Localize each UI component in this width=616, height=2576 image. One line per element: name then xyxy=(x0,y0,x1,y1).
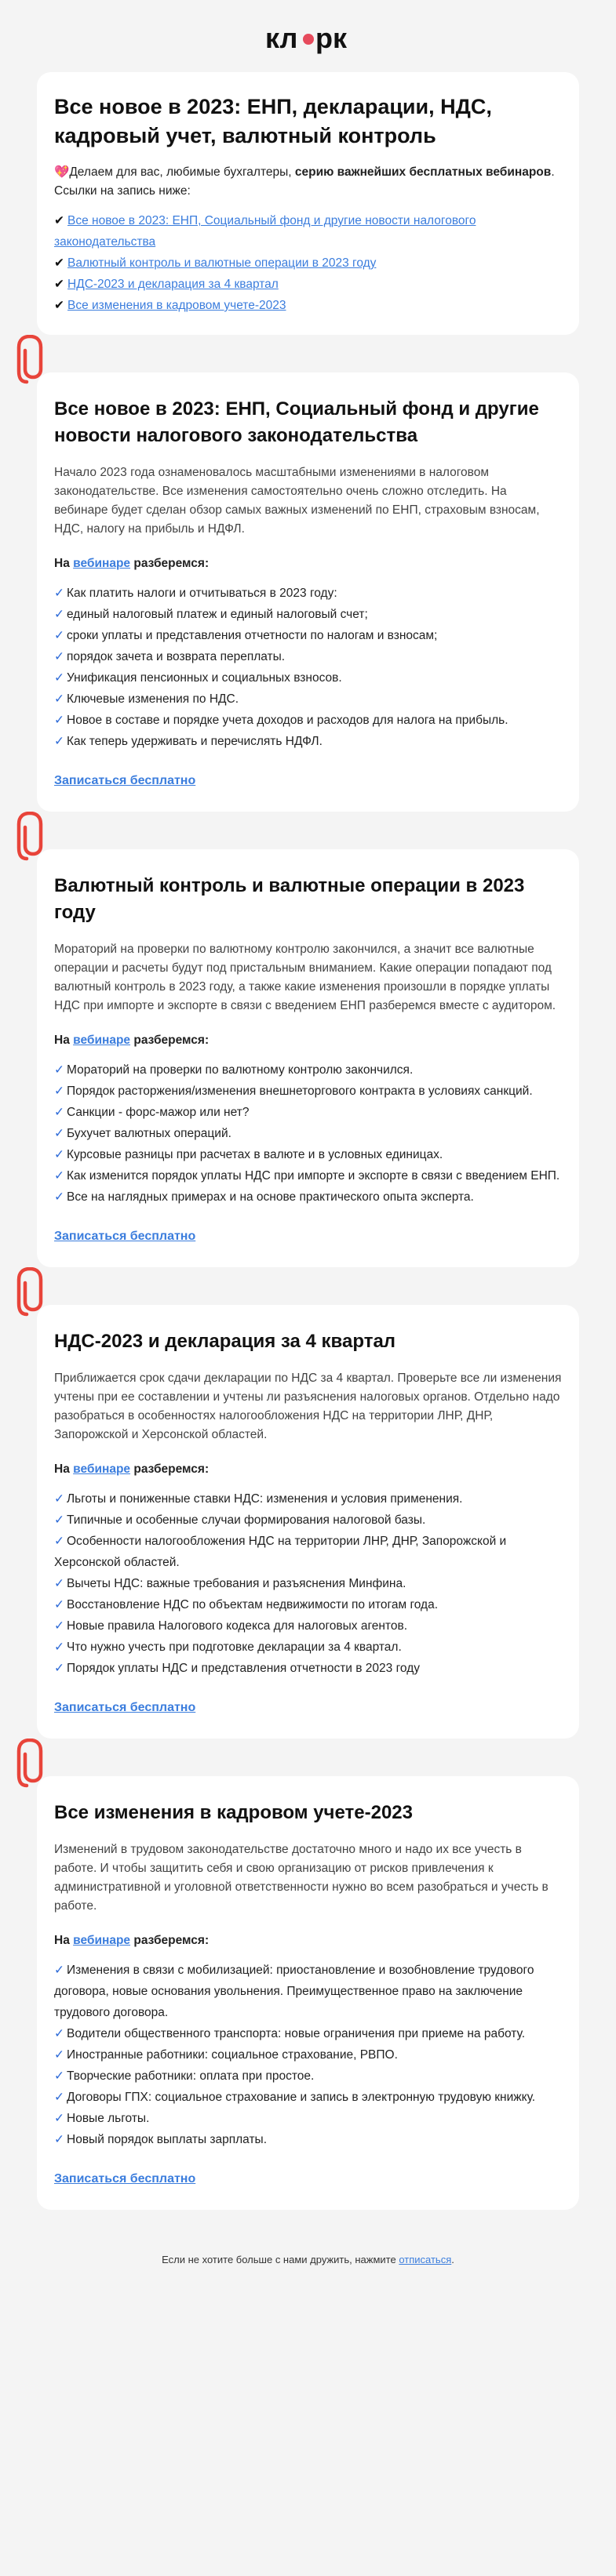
point-item xyxy=(54,1123,562,1144)
point-text: Водители общественного транспорта: новые ограничения при приеме на работу. xyxy=(67,2027,526,2040)
webinar-subhead xyxy=(54,1460,562,1479)
intro-title: Все новое в 2023: ЕНП, декларации, НДС, кадровый учет, валютный контроль xyxy=(54,95,492,147)
webinar-card-wrap xyxy=(0,1267,616,1739)
point-item xyxy=(54,731,562,752)
point-text: Льготы и пониженные ставки НДС: изменения и условия применения. xyxy=(67,1492,463,1506)
point-text: Восстановление НДС по объектам недвижимости по итогам года. xyxy=(67,1598,439,1611)
check-icon: ✓ xyxy=(54,1492,64,1506)
heart-icon: 💖 xyxy=(54,165,70,179)
point-text: Как теперь удерживать и перечислять НДФЛ. xyxy=(67,735,323,748)
subhead-suffix: разберемся: xyxy=(130,557,210,570)
webinar-title: НДС-2023 и декларация за 4 квартал xyxy=(54,1331,396,1352)
webinar-title: Все новое в 2023: ЕНП, Социальный фонд и другие новости налогового законодательства xyxy=(54,398,539,446)
check-icon: ✓ xyxy=(54,1106,64,1119)
webinar-subhead xyxy=(54,1931,562,1950)
register-button[interactable]: Записаться бесплатно xyxy=(54,1230,196,1243)
subhead-prefix: На xyxy=(54,1934,74,1947)
point-item xyxy=(54,604,562,625)
check-icon: ✓ xyxy=(54,1577,64,1590)
footer-text: Если не хотите больше с нами дружить, нажмите xyxy=(162,2254,399,2265)
intro-lead-tail: . Ссылки на запись ниже: xyxy=(54,165,555,198)
subhead-suffix: разберемся: xyxy=(130,1034,210,1047)
point-text: Ключевые изменения по НДС. xyxy=(67,692,239,706)
paperclip-icon xyxy=(16,335,50,391)
webinar-card xyxy=(37,372,579,812)
check-icon: ✔ xyxy=(54,214,64,227)
point-text: Новые льготы. xyxy=(67,2112,150,2125)
webinar-subhead xyxy=(54,1031,562,1050)
check-icon: ✓ xyxy=(54,1148,64,1161)
webinar-link[interactable]: вебинаре xyxy=(73,1034,131,1047)
point-item xyxy=(54,1573,562,1594)
point-text: Как изменится порядок уплаты НДС при импорте и экспорте в связи с введением ЕНП. xyxy=(67,1169,560,1183)
point-text: Вычеты НДС: важные требования и разъяснения Минфина. xyxy=(67,1577,406,1590)
check-icon: ✓ xyxy=(54,587,64,600)
point-text: порядок зачета и возврата переплаты. xyxy=(67,650,286,663)
point-item xyxy=(54,1594,562,1615)
webinar-description: Приближается срок сдачи декларации по НДС за 4 квартал. Проверьте все ли изменения учтены при ее составлении и учтены ли разъяснения налоговых органов. Отдельно надо разобраться в особенностях налогообложения НДС на территории ЛНР, ДНР, Запорожской и Херсонской областей. xyxy=(54,1372,562,1441)
webinar-link[interactable]: вебинаре xyxy=(73,1462,131,1476)
intro-lead-bold: серию важнейших бесплатных вебинаров xyxy=(294,165,552,179)
subhead-prefix: На xyxy=(54,1034,74,1047)
subhead-prefix: На xyxy=(54,1462,74,1476)
webinar-points xyxy=(54,1488,562,1679)
paperclip-icon xyxy=(16,1267,50,1323)
check-icon: ✓ xyxy=(54,2069,64,2083)
subhead-suffix: разберемся: xyxy=(130,1462,210,1476)
check-icon: ✓ xyxy=(54,1964,64,1977)
footer xyxy=(0,2254,616,2265)
point-text: Бухучет валютных операций. xyxy=(67,1127,231,1140)
webinar-list xyxy=(0,335,616,2210)
point-item xyxy=(54,1637,562,1658)
point-text: Иностранные работники: социальное страхование, РВПО. xyxy=(67,2048,398,2062)
check-icon: ✓ xyxy=(54,2091,64,2104)
point-text: Курсовые разницы при расчетах в валюте и в условных единицах. xyxy=(67,1148,443,1161)
webinar-description: Мораторий на проверки по валютному контролю закончился, а значит все валютные операции и расчеты будут под пристальным вниманием. Какие операции попадают под валютный контроль в 2023 году, а также какие изменения произошли в порядке уплаты НДС при импорте и экспорте в связи с введением ЕНП разберемся вместе с аудитором. xyxy=(54,943,556,1012)
point-item xyxy=(54,2129,562,2150)
point-item xyxy=(54,1102,562,1123)
check-icon: ✓ xyxy=(54,714,64,727)
check-icon: ✓ xyxy=(54,1662,64,1675)
point-item xyxy=(54,1960,562,2023)
point-text: Новые правила Налогового кодекса для налоговых агентов. xyxy=(67,1619,408,1633)
check-icon: ✓ xyxy=(54,2133,64,2146)
point-text: Что нужно учесть при подготовке декларации за 4 квартал. xyxy=(67,1640,402,1654)
check-icon: ✓ xyxy=(54,1640,64,1654)
point-text: Как платить налоги и отчитываться в 2023 году: xyxy=(67,587,337,600)
svg-text:рк: рк xyxy=(315,22,347,54)
subhead-prefix: На xyxy=(54,557,74,570)
point-text: Унификация пенсионных и социальных взносов. xyxy=(67,671,342,685)
webinar-points xyxy=(54,1960,562,2150)
check-icon: ✓ xyxy=(54,735,64,748)
point-item xyxy=(54,646,562,667)
point-item xyxy=(54,1144,562,1165)
intro-card xyxy=(37,72,579,335)
webinar-card xyxy=(37,1305,579,1739)
point-text: Все на наглядных примерах и на основе практического опыта эксперта. xyxy=(67,1190,474,1204)
toc-item xyxy=(54,253,562,274)
point-item xyxy=(54,710,562,731)
webinar-title: Валютный контроль и валютные операции в 2023 году xyxy=(54,875,525,923)
check-icon: ✓ xyxy=(54,671,64,685)
point-item xyxy=(54,1531,562,1573)
check-icon: ✓ xyxy=(54,692,64,706)
toc-item xyxy=(54,210,562,253)
intro-lead-text: Делаем для вас, любимые бухгалтеры, xyxy=(69,165,295,179)
webinar-subhead xyxy=(54,554,562,573)
webinar-card xyxy=(37,849,579,1267)
register-button[interactable]: Записаться бесплатно xyxy=(54,774,196,787)
point-text: Творческие работники: оплата при простое. xyxy=(67,2069,315,2083)
point-item xyxy=(54,1186,562,1208)
intro-lead xyxy=(54,163,562,201)
point-item xyxy=(54,583,562,604)
toc-item xyxy=(54,274,562,295)
check-icon: ✓ xyxy=(54,1127,64,1140)
subhead-suffix: разберемся: xyxy=(130,1934,210,1947)
webinar-points xyxy=(54,583,562,752)
webinar-link[interactable]: вебинаре xyxy=(73,557,131,570)
webinar-card-wrap xyxy=(0,812,616,1267)
webinar-points xyxy=(54,1059,562,1208)
check-icon: ✓ xyxy=(54,1535,64,1548)
webinar-card-wrap xyxy=(0,1739,616,2210)
check-icon: ✓ xyxy=(54,1085,64,1098)
check-icon: ✓ xyxy=(54,650,64,663)
point-text: Порядок расторжения/изменения внешнеторгового контракта в условиях санкций. xyxy=(67,1085,533,1098)
check-icon: ✔ xyxy=(54,278,64,291)
check-icon: ✓ xyxy=(54,1169,64,1183)
logo[interactable] xyxy=(0,17,616,60)
point-text: Порядок уплаты НДС и представления отчетности в 2023 году xyxy=(67,1662,420,1675)
toc-item xyxy=(54,295,562,316)
webinar-card-wrap xyxy=(0,335,616,812)
point-item xyxy=(54,1615,562,1637)
webinar-description: Изменений в трудовом законодательстве достаточно много и надо их все учесть в работе. И чтобы защитить себя и свою организацию от рисков привлечения к административной и уголовной ответственности нужно во всем разобраться и учесть в работе. xyxy=(54,1843,549,1913)
webinar-description: Начало 2023 года ознаменовалось масштабными изменениями в налоговом законодательстве. Все изменения самостоятельно очень сложно отследить. На вебинаре будет сделан обзор самых важных изменений по ЕНП, страховым взносам, НДС, налогу на прибыль и НДФЛ. xyxy=(54,466,540,536)
point-item xyxy=(54,689,562,710)
unsubscribe-link[interactable]: отписаться xyxy=(399,2254,452,2265)
check-icon: ✓ xyxy=(54,1513,64,1527)
point-text: сроки уплаты и представления отчетности по налогам и взносам; xyxy=(67,629,438,642)
check-icon: ✓ xyxy=(54,2112,64,2125)
check-icon: ✓ xyxy=(54,608,64,621)
toc-link-3[interactable]: НДС-2023 и декларация за 4 квартал xyxy=(67,278,279,291)
point-item xyxy=(54,1059,562,1081)
toc-list xyxy=(54,210,562,316)
webinar-card xyxy=(37,1776,579,2210)
register-button[interactable]: Записаться бесплатно xyxy=(54,2172,196,2185)
check-icon: ✓ xyxy=(54,1190,64,1204)
check-icon: ✔ xyxy=(54,299,64,312)
klerk-logo-icon xyxy=(265,21,352,56)
paperclip-icon xyxy=(16,812,50,867)
check-icon: ✓ xyxy=(54,1598,64,1611)
toc-link-2[interactable]: Валютный контроль и валютные операции в 2023 году xyxy=(67,256,377,270)
point-text: единый налоговый платеж и единый налоговый счет; xyxy=(67,608,368,621)
point-item xyxy=(54,1658,562,1679)
point-text: Договоры ГПХ: социальное страхование и запись в электронную трудовую книжку. xyxy=(67,2091,536,2104)
check-icon: ✓ xyxy=(54,1619,64,1633)
point-item xyxy=(54,1165,562,1186)
register-button[interactable]: Записаться бесплатно xyxy=(54,1701,196,1714)
check-icon: ✔ xyxy=(54,256,64,270)
webinar-link[interactable]: вебинаре xyxy=(73,1934,131,1947)
point-item xyxy=(54,2023,562,2044)
point-item xyxy=(54,1081,562,1102)
point-item xyxy=(54,2087,562,2108)
point-text: Типичные и особенные случаи формирования налоговой базы. xyxy=(67,1513,426,1527)
point-text: Особенности налогообложения НДС на территории ЛНР, ДНР, Запорожской и Херсонской областей. xyxy=(54,1535,507,1569)
point-item xyxy=(54,625,562,646)
point-item xyxy=(54,2066,562,2087)
point-item xyxy=(54,667,562,689)
point-text: Новое в составе и порядке учета доходов и расходов для налога на прибыль. xyxy=(67,714,508,727)
check-icon: ✓ xyxy=(54,2027,64,2040)
footer-end: . xyxy=(451,2254,454,2265)
check-icon: ✓ xyxy=(54,629,64,642)
paperclip-icon xyxy=(16,1739,50,1794)
check-icon: ✓ xyxy=(54,1063,64,1077)
svg-text:кл: кл xyxy=(264,22,297,54)
point-text: Изменения в связи с мобилизацией: приостановление и возобновление трудового договора, новые основания увольнения. Преимущественное право на заключение трудового договора. xyxy=(54,1964,534,2019)
point-item xyxy=(54,2044,562,2066)
point-text: Новый порядок выплаты зарплаты. xyxy=(67,2133,268,2146)
toc-link-1[interactable]: Все новое в 2023: ЕНП, Социальный фонд и другие новости налогового законодательства xyxy=(54,214,476,249)
point-item xyxy=(54,1488,562,1510)
webinar-title: Все изменения в кадровом учете-2023 xyxy=(54,1802,413,1823)
point-item xyxy=(54,1510,562,1531)
check-icon: ✓ xyxy=(54,2048,64,2062)
point-text: Мораторий на проверки по валютному контролю закончился. xyxy=(67,1063,414,1077)
toc-link-4[interactable]: Все изменения в кадровом учете-2023 xyxy=(67,299,286,312)
point-text: Санкции - форс-мажор или нет? xyxy=(67,1106,250,1119)
point-item xyxy=(54,2108,562,2129)
